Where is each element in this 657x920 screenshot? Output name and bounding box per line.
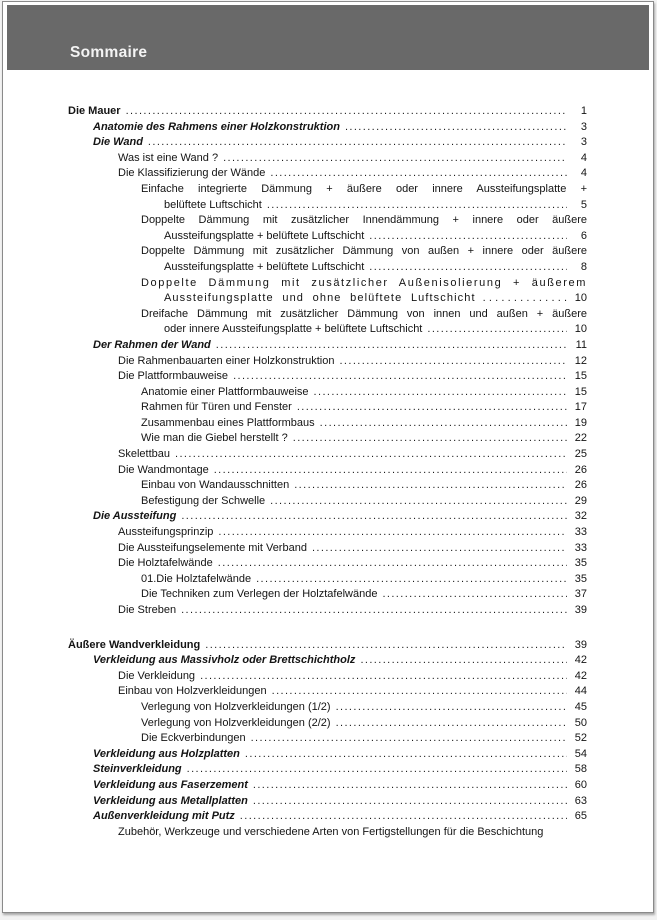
toc-page-number: 19	[574, 416, 587, 429]
toc-entry-row	[164, 260, 587, 276]
toc-entry-row	[164, 198, 587, 214]
toc-entry-label: Die Mauer	[68, 105, 121, 117]
toc-entry-row	[93, 762, 587, 778]
toc-leader-dots	[245, 747, 567, 763]
toc-page-number: 42	[574, 669, 587, 682]
toc-entry[interactable]	[93, 509, 587, 525]
toc-entry-label: Außenverkleidung mit Putz	[93, 810, 235, 823]
toc-page-number: 35	[574, 557, 587, 570]
toc-entry-label: Die Wand	[93, 136, 143, 149]
toc-entry-row	[141, 494, 587, 510]
toc-entry-row	[118, 354, 587, 370]
toc-leader-dots	[240, 809, 567, 825]
toc-page-number: 22	[574, 432, 587, 445]
toc-entry-label: Rahmen für Türen und Fenster	[141, 401, 292, 414]
toc-entry-row	[68, 638, 587, 654]
toc-page-number: 10	[574, 323, 587, 336]
toc-page-number: 5	[580, 198, 587, 211]
toc-entry-wrap-line: Dreifache Dämmung mit zusätzlicher Dämmung von innen und außen + äußere	[141, 307, 587, 320]
toc-page-number: 39	[574, 638, 587, 651]
toc-entry-row	[93, 135, 587, 151]
toc-page-number: 33	[574, 526, 587, 539]
toc-page-number: 29	[574, 494, 587, 507]
toc-entry-label: Skelettbau	[118, 448, 170, 461]
toc-entry-label: Verkleidung aus Holzplatten	[93, 747, 240, 760]
toc-leader-dots	[270, 494, 567, 510]
toc-entry[interactable]	[118, 603, 587, 619]
toc-entry[interactable]	[118, 166, 587, 182]
toc-entry-label: Steinverkleidung	[93, 763, 182, 776]
toc-entry-row	[118, 825, 587, 841]
toc-entry-label: Was ist eine Wand ?	[118, 151, 219, 164]
document-page	[2, 1, 654, 913]
toc-entry-label: Die Aussteifungselemente mit Verband	[118, 541, 307, 554]
toc-leader-dots	[148, 135, 567, 151]
toc-leader-dots	[369, 229, 567, 245]
toc-page-number: 12	[574, 354, 587, 367]
toc-entry-row	[118, 151, 587, 167]
toc-entry[interactable]	[68, 104, 587, 120]
toc-entry-row	[141, 385, 587, 401]
toc-entry[interactable]	[141, 276, 587, 307]
toc-entry[interactable]	[141, 716, 587, 732]
toc-page-number: 35	[574, 572, 587, 585]
toc-page-number: 37	[574, 588, 587, 601]
toc-leader-dots	[267, 198, 567, 214]
toc-entry-row	[93, 338, 587, 354]
toc-entry-label: Die Aussteifung	[93, 510, 177, 523]
toc-leader-dots	[187, 762, 567, 778]
toc-entry-label: Die Wandmontage	[118, 463, 209, 476]
toc-entry-label: Wie man die Giebel herstellt ?	[141, 432, 288, 445]
toc-entry-label: Die Streben	[118, 604, 177, 616]
toc-leader-dots	[297, 400, 567, 416]
toc-page-number: 63	[574, 794, 587, 807]
toc-entry[interactable]	[93, 747, 587, 763]
toc-entry-row	[93, 809, 587, 825]
toc-entry-row	[141, 731, 587, 747]
toc-entry[interactable]	[141, 307, 587, 338]
toc-entry-label: Die Rahmenbauarten einer Holzkonstruktion	[118, 354, 335, 367]
toc-entry[interactable]	[118, 463, 587, 479]
toc-entry[interactable]	[141, 213, 587, 244]
toc-entry-row	[93, 509, 587, 525]
toc-entry-row	[141, 416, 587, 432]
toc-entry-row	[118, 525, 587, 541]
toc-page-number: 4	[580, 151, 587, 164]
toc-leader-dots	[200, 669, 567, 685]
toc-entry-label: 01.Die Holztafelwände	[141, 572, 252, 585]
toc-entry-label: Aussteifungsplatte + belüftete Luftschicht	[164, 260, 365, 273]
toc-leader-dots	[175, 447, 567, 463]
toc-entry[interactable]	[93, 338, 587, 354]
toc-entry[interactable]	[141, 731, 587, 747]
toc-entry-row	[164, 291, 587, 307]
toc-page-number: 65	[574, 810, 587, 823]
toc-entry-label: Die Techniken zum Verlegen der Holztafelwände	[141, 588, 378, 601]
toc-page-number: 60	[574, 778, 587, 791]
toc-entry[interactable]	[68, 638, 587, 654]
toc-page-number: 42	[574, 654, 587, 667]
toc-entry[interactable]	[118, 369, 587, 385]
toc-page-number: 8	[580, 260, 587, 273]
toc-entry[interactable]	[141, 182, 587, 213]
toc-entry-label: Verlegung von Holzverkleidungen (2/2)	[141, 716, 331, 729]
toc-entry-row	[118, 463, 587, 479]
toc-leader-dots	[336, 716, 567, 732]
toc-entry-label: Anatomie des Rahmens einer Holzkonstruktion	[93, 120, 340, 133]
toc-entry[interactable]	[93, 762, 587, 778]
toc-entry[interactable]	[93, 809, 587, 825]
toc-page-number: 15	[574, 370, 587, 383]
toc-entry-row	[118, 556, 587, 572]
toc-entry-label: Befestigung der Schwelle	[141, 494, 266, 507]
toc-entry-row	[68, 104, 587, 120]
toc-page-number: 26	[574, 463, 587, 476]
toc-entry-label: Aussteifungsprinzip	[118, 526, 214, 539]
toc-entry[interactable]	[118, 669, 587, 685]
toc-page-number: 15	[574, 385, 587, 398]
toc-entry-row	[141, 587, 587, 603]
toc-section	[68, 104, 587, 619]
toc-entry[interactable]	[93, 794, 587, 810]
toc-entry[interactable]	[93, 120, 587, 136]
toc-entry[interactable]	[93, 778, 587, 794]
toc-leader-dots	[293, 431, 567, 447]
toc-entry-row	[164, 229, 587, 245]
toc-leader-dots	[214, 463, 567, 479]
toc-entry-row	[118, 603, 587, 619]
toc-leader-dots	[369, 260, 567, 276]
toc-entry-row	[93, 778, 587, 794]
toc-page-number: 50	[574, 716, 587, 729]
toc-page-number: 45	[574, 700, 587, 713]
toc-leader-dots	[314, 385, 567, 401]
toc-leader-dots	[312, 541, 567, 557]
toc-leader-dots	[126, 104, 567, 120]
toc-page-number: 32	[574, 510, 587, 523]
toc-entry-row	[141, 572, 587, 588]
toc-entry[interactable]	[141, 431, 587, 447]
toc-entry[interactable]	[141, 416, 587, 432]
toc-entry[interactable]	[118, 684, 587, 700]
toc-entry[interactable]	[141, 400, 587, 416]
toc-entry-wrap-line: Einfache integrierte Dämmung + äußere oder innere Aussteifungsplatte +	[141, 182, 587, 195]
toc-entry[interactable]	[118, 541, 587, 557]
toc-entry-wrap-line: Doppelte Dämmung mit zusätzlicher Innendämmung + innere oder äußere	[141, 214, 587, 227]
toc-entry-row	[93, 120, 587, 136]
toc-page-number: 4	[580, 167, 587, 180]
toc-leader-dots	[181, 509, 567, 525]
toc-page-number: 17	[574, 401, 587, 414]
toc-entry-row	[118, 541, 587, 557]
toc-page-number: 44	[574, 685, 587, 698]
toc-leader-dots	[205, 638, 567, 654]
toc-entry-label: Der Rahmen der Wand	[93, 338, 211, 351]
toc-entry-row	[164, 322, 587, 338]
toc-entry-label: Die Klassifizierung der Wände	[118, 167, 266, 180]
toc-page-number: 52	[574, 732, 587, 745]
toc-leader-dots	[233, 369, 567, 385]
toc-leader-dots	[360, 653, 567, 669]
toc-entry-row	[93, 794, 587, 810]
toc-entry[interactable]	[141, 700, 587, 716]
toc-entry-row	[141, 478, 587, 494]
toc-entry[interactable]	[93, 135, 587, 151]
toc-entry-row	[118, 669, 587, 685]
toc-entry[interactable]	[141, 385, 587, 401]
toc-leader-dots	[272, 684, 567, 700]
toc-page-number: 33	[574, 541, 587, 554]
toc-entry-row	[118, 369, 587, 385]
toc-entry-row	[141, 716, 587, 732]
toc-entry[interactable]	[118, 556, 587, 572]
toc-leader-dots	[382, 587, 567, 603]
toc-entry-label: Anatomie einer Plattformbauweise	[141, 385, 309, 398]
toc-page-number: 1	[580, 105, 587, 117]
toc-leader-dots	[320, 416, 567, 432]
toc-entry[interactable]	[118, 525, 587, 541]
toc-page-number: 10	[574, 292, 587, 305]
toc-leader-dots	[181, 603, 567, 619]
header-bar	[7, 5, 649, 70]
toc-entry[interactable]	[141, 587, 587, 603]
toc-leader-dots	[218, 556, 567, 572]
toc-leader-dots	[427, 322, 567, 338]
toc-entry[interactable]	[118, 825, 587, 841]
toc-entry-label: Die Eckverbindungen	[141, 732, 246, 745]
toc-leader-dots	[256, 572, 567, 588]
toc-page-number: 54	[574, 747, 587, 760]
toc	[68, 104, 587, 840]
page-title: Sommaire	[70, 44, 148, 61]
toc-leader-dots	[253, 794, 567, 810]
toc-leader-dots	[483, 291, 567, 307]
toc-entry-row	[93, 747, 587, 763]
toc-leader-dots	[251, 731, 567, 747]
toc-entry-label: Verkleidung aus Metallplatten	[93, 794, 248, 807]
toc-entry-label: Äußere Wandverkleidung	[68, 638, 201, 651]
toc-entry-row	[118, 166, 587, 182]
toc-entry[interactable]	[118, 354, 587, 370]
toc-entry-label: Die Holztafelwände	[118, 557, 213, 570]
toc-entry-row	[141, 700, 587, 716]
toc-leader-dots	[223, 151, 567, 167]
toc-entry-wrap-line: Doppelte Dämmung mit zusätzlicher Außenisolierung + äußerem	[141, 276, 587, 289]
toc-entry[interactable]	[118, 151, 587, 167]
toc-entry-row	[141, 431, 587, 447]
toc-leader-dots	[294, 478, 567, 494]
toc-entry[interactable]	[118, 447, 587, 463]
toc-leader-dots	[270, 166, 567, 182]
toc-entry-row	[118, 447, 587, 463]
toc-entry-label: Zusammenbau eines Plattformbaus	[141, 416, 315, 429]
toc-entry-label: Verkleidung aus Faserzement	[93, 778, 248, 791]
toc-entry-label: Zubehör, Werkzeuge und verschiedene Arten von Fertigstellungen für die Beschichtung	[118, 825, 544, 838]
toc-entry-label: oder innere Aussteifungsplatte + belüftete Luftschicht	[164, 323, 423, 336]
toc-page-number: 58	[574, 763, 587, 776]
toc-entry-label: Einbau von Holzverkleidungen	[118, 685, 267, 698]
toc-entry-label: Verkleidung aus Massivholz oder Brettschichtholz	[93, 654, 356, 667]
toc-page-number: 6	[580, 229, 587, 242]
toc-entry-label: Die Verkleidung	[118, 669, 196, 682]
toc-entry-row	[93, 653, 587, 669]
toc-entry-label: Einbau von Wandausschnitten	[141, 479, 290, 492]
toc-leader-dots	[336, 700, 567, 716]
toc-entry-wrap-line: Doppelte Dämmung mit zusätzlicher Dämmung von außen + innere oder äußere	[141, 245, 587, 258]
toc-page-number: 11	[575, 338, 587, 351]
toc-leader-dots	[216, 338, 567, 354]
toc-entry[interactable]	[93, 653, 587, 669]
toc-entry-row	[141, 400, 587, 416]
toc-entry[interactable]	[141, 244, 587, 275]
toc-page-number: 3	[580, 136, 587, 149]
toc-leader-dots	[339, 354, 567, 370]
toc-entry[interactable]	[141, 478, 587, 494]
toc-entry-label: belüftete Luftschicht	[164, 198, 262, 211]
toc-leader-dots	[253, 778, 567, 794]
toc-page-number: 25	[574, 448, 587, 461]
toc-entry-label: Aussteifungsplatte und ohne belüftete Luftschicht	[164, 292, 476, 305]
toc-entry-label: Die Plattformbauweise	[118, 370, 229, 383]
toc-page-number: 26	[574, 479, 587, 492]
toc-leader-dots	[218, 525, 567, 541]
toc-page-number: 3	[580, 120, 587, 133]
toc-section	[68, 638, 587, 841]
toc-entry-row	[118, 684, 587, 700]
toc-entry-label: Verlegung von Holzverkleidungen (1/2)	[141, 700, 331, 713]
toc-page-number: 39	[574, 604, 587, 616]
toc-entry-label: Aussteifungsplatte + belüftete Luftschicht	[164, 229, 365, 242]
toc-entry[interactable]	[141, 494, 587, 510]
toc-entry[interactable]	[141, 572, 587, 588]
toc-leader-dots	[345, 120, 567, 136]
